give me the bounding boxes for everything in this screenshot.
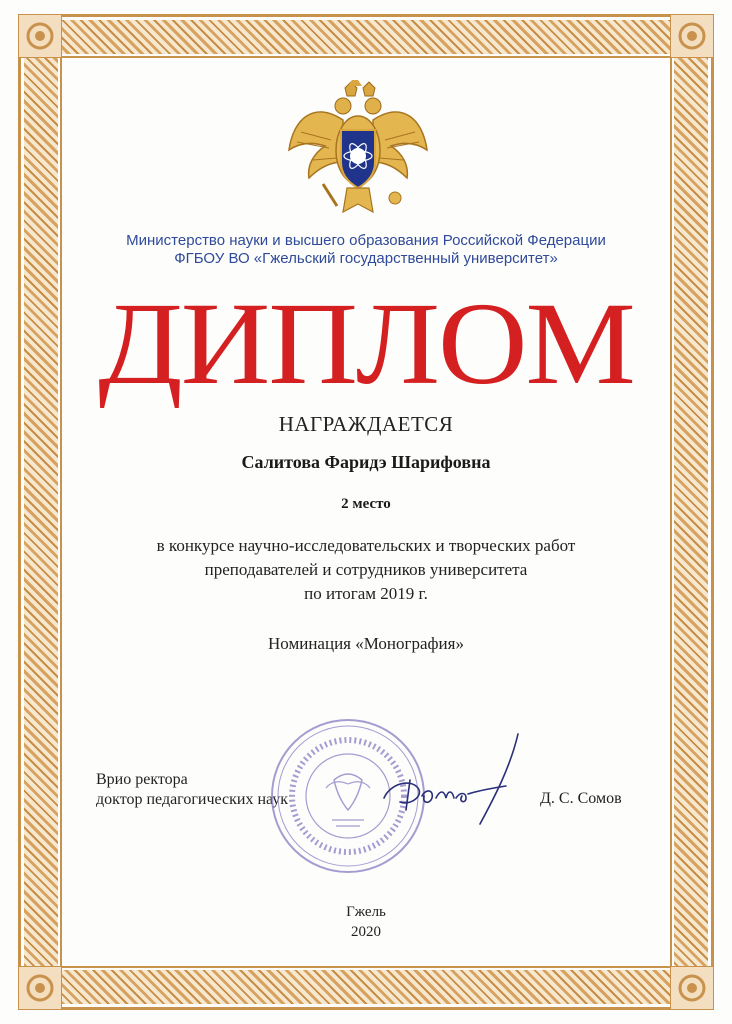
corner-ornament-icon bbox=[670, 14, 714, 58]
city-label: Гжель bbox=[346, 904, 386, 920]
corner-ornament-icon bbox=[18, 14, 62, 58]
place-label: 2 место bbox=[341, 496, 391, 512]
description-line: в конкурсе научно-исследовательских и творческих работ bbox=[156, 536, 576, 555]
award-description bbox=[60, 534, 672, 606]
ministry-name: Министерство науки и высшего образования Российской Федерации bbox=[126, 232, 606, 249]
awarded-label: НАГРАЖДАЕТСЯ bbox=[278, 412, 454, 436]
place-and-year bbox=[60, 902, 672, 942]
ministry-header bbox=[60, 232, 672, 268]
description-line: преподавателей и сотрудников университета bbox=[204, 560, 528, 579]
year-label: 2020 bbox=[351, 924, 381, 940]
double-headed-eagle-emblem-icon bbox=[283, 80, 433, 226]
signer-name: Д. С. Сомов bbox=[540, 790, 622, 807]
handwritten-signature-icon bbox=[370, 728, 530, 828]
university-name: ФГБОУ ВО «Гжельский государственный университет» bbox=[174, 250, 558, 267]
description-line: по итогам 2019 г. bbox=[304, 584, 428, 603]
recipient-name: Салитова Фаридэ Шарифовна bbox=[241, 452, 491, 472]
corner-ornament-icon bbox=[670, 966, 714, 1010]
nomination-label: Номинация «Монография» bbox=[268, 634, 464, 653]
signer-degree-line: доктор педагогических наук bbox=[96, 791, 289, 808]
signer-position bbox=[96, 770, 288, 810]
corner-ornament-icon bbox=[18, 966, 62, 1010]
diploma-title: ДИПЛОМ bbox=[98, 278, 634, 409]
signer-position-line: Врио ректора bbox=[96, 771, 188, 788]
